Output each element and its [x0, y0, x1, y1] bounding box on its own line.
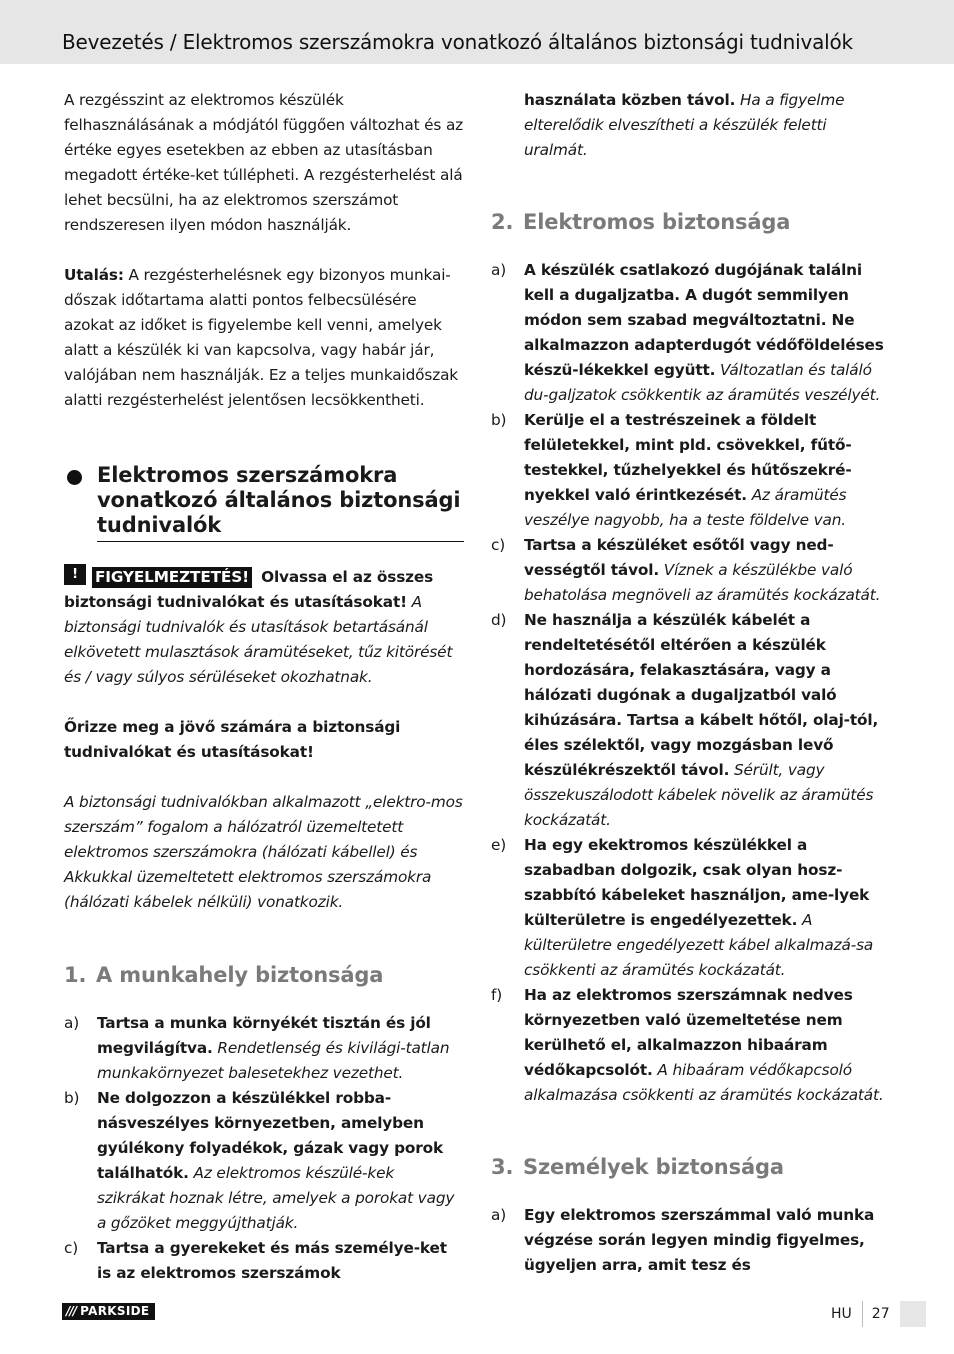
list-item: a) A készülék csatlakozó dugójának találni kell a dugaljzatba. A dugót semmilyen módon sem szabad megváltoztatni. Ne alkalmazzon adapterdugót védőföldeléses készü-lékekkel együtt. Változatlan és találó du-galjzatok csökkentik az áramütés veszélyét.	[491, 261, 884, 404]
page-footer	[831, 1301, 926, 1327]
page-number: 27	[871, 1306, 890, 1322]
list-item: c) Tartsa a gyerekeket és más személye-ket is az elektromos szerszámok	[64, 1239, 447, 1282]
list-item: e) Ha egy ekektromos készülékkel a szabadban dolgozik, csak olyan hosz-szabbító kábeleket használjon, ame-lyek külterületre is engedélyezettek. A külterületre engedélyezett kábel alkalmazá-sa csökkenti az áramütés kockázatát.	[491, 836, 874, 979]
list-item: f) Ha az elektromos szerszámnak nedves környezetben való üzemeltetése nem kerülhető el, alkalmazzon hibaáram védőkapcsolót. A hibaáram védőkapcsoló alkalmazása csökkenti az áramütés kockázatát.	[491, 986, 884, 1104]
definition-paragraph: A biztonsági tudnivalókban alkalmazott „elektro-mos szerszám” fogalom a hálózatról üzemeltetett elektromos szerszámokra (hálózati kábellel) és Akkukkal üzemeltetett elektromos szerszámokra (hálózati kábelek nélküli) vonatkozik.	[64, 793, 463, 911]
warning-bold-text: Olvassa el az összes biztonsági tudnivalókat és utasításokat!	[64, 568, 434, 611]
warning-paragraph	[64, 564, 464, 690]
list-item: a) Egy elektromos szerszámmal való munka végzése során legyen mindig figyelmes, ügyeljen arra, amit tesz és	[491, 1206, 875, 1274]
warning-triangle-icon: !	[64, 564, 86, 585]
note-paragraph	[64, 263, 464, 413]
keep-instructions: Őrizze meg a jövő számára a biztonsági tudnivalókat és utasításokat!	[64, 718, 401, 761]
language-code: HU	[831, 1306, 852, 1322]
page-header	[0, 0, 954, 64]
page-title: Bevezetés / Elektromos szerszámokra vonatkozó általános biztonsági tudnivalók	[62, 30, 853, 54]
section-1-heading: 1. A munkahely biztonsága	[64, 963, 384, 987]
list-item: a) Tartsa a munka környékét tisztán és jól megvilágítva. Rendetlenség és kivilági-tatlan munkakörnyezet balesetekhez vezethet.	[64, 1014, 450, 1082]
safety-heading: Elektromos szerszámokra vonatkozó általános biztonsági tudnivalók	[97, 463, 464, 542]
list-item: b) Kerülje el a testrészeinek a földelt felületekkel, mint pld. csövekkel, fűtő-testekkel, tűzhelyekkel és hűtőszekré-nyekkel való érintkezését. Az áramütés veszélye nagyobb, ha a teste földelve van.	[491, 411, 852, 529]
continuation-paragraph: használata közben távol. Ha a figyelme elterelődik elveszítheti a készülék feletti uralmát.	[524, 91, 845, 159]
note-label: Utalás:	[64, 266, 124, 284]
bullet-icon	[67, 470, 82, 485]
intro-paragraph: A rezgésszint az elektromos készülék felhasználásának a módjától függően változhat és az értéke egyes esetekben az ebben az utasításban megadott értéke-ket túllépheti. A rezgésterhelést alá lehet becsülni, ha az elektromos szerszámot rendszeresen ilyen módon használják.	[64, 91, 464, 234]
list-item: c) Tartsa a készüléket esőtől vagy ned-vességtől távol. Víznek a készülékbe való behatolása megnöveli az áramütés kockázatát.	[491, 536, 881, 604]
footer-tab	[900, 1301, 926, 1327]
right-column	[491, 88, 891, 1278]
section-2-heading: 2. Elektromos biztonsága	[491, 210, 791, 234]
safety-heading-block	[64, 463, 464, 542]
warning-italic-text: A biztonsági tudnivalók és utasítások betartásánál elkövetett mulasztások áramütéseket, tűz kitörését és / vagy súlyos sérüléseket okozhatnak.	[64, 593, 453, 686]
list-item: b) Ne dolgozzon a készülékkel robba-násveszélyes környezetben, amelyben gyúlékony folyadékok, gázak vagy porok találhatók. Az elektromos készülé-kek szikrákat hoznak létre, amelyek a porokat vagy a gőzöket meggyújthatják.	[64, 1089, 455, 1232]
warning-label: FIGYELMEZTETÉS!	[92, 567, 252, 588]
list-item: d) Ne használja a készülék kábelét a rendeltetésétől eltérően a készülék hordozására, felakasztására, vagy a hálózati dugónak a dugaljzatból való kihúzására. Tartsa a kábelt hőtől, olaj-tól, éles szélektől, vagy mozgásban levő készülékrészektől távol. Sérült, vagy összekuszálodott kábelek növelik az áramütés kockázatát.	[491, 611, 879, 829]
footer-divider	[862, 1301, 863, 1327]
note-text: A rezgésterhelésnek egy bizonyos munkai-dőszak időtartama alatti pontos felbecsülésére azokat az időket is figyelembe kell venni, amelyek alatt a készülék ki van kapcsolva, vagy habár jár, valójában nem használják. Ez a teljes munkaidőszak alatti rezgésterhelést jelentősen lecsökkentheti.	[64, 266, 459, 409]
parkside-logo: /// PARKSIDE	[62, 1303, 155, 1320]
left-column	[64, 88, 464, 1286]
section-3-heading: 3. Személyek biztonsága	[491, 1155, 784, 1179]
